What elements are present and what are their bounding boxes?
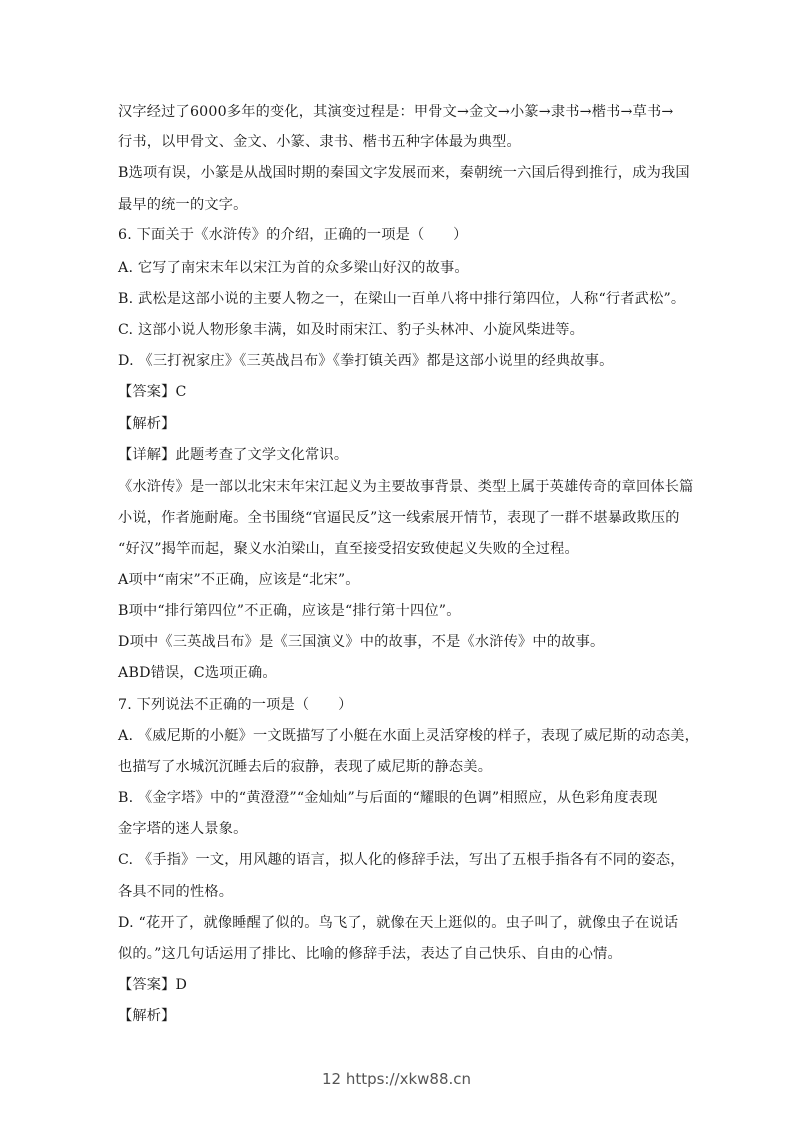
paragraph-line: 汉字经过了6000多年的变化，其演变过程是：甲骨文→金文→小篆→隶书→楷书→草书→ <box>118 104 674 120</box>
paragraph-line: 最早的统一的文字。 <box>118 197 248 213</box>
paragraph-line: 小说，作者施耐庵。全书围绕“官逼民反”这一线索展开情节，表现了一群不堪暴政欺压的 <box>118 510 680 526</box>
question-6-option-a: A. 它写了南宋末年以宋江为首的众多梁山好汉的故事。 <box>118 260 469 276</box>
paragraph-line: “好汉”揭竿而起，聚义水泊梁山，直至接受招安致使起义失败的全过程。 <box>118 541 579 557</box>
question-6-analysis-heading: 【解析】 <box>118 416 176 432</box>
question-7-option-b: B. 《金字塔》中的“黄澄澄”“金灿灿”与后面的“耀眼的色调”相照应，从色彩角度表现 <box>118 790 658 806</box>
question-6-detail: 【详解】此题考查了文学文化常识。 <box>118 447 349 463</box>
paragraph-line: 各具不同的性格。 <box>118 884 234 900</box>
question-6-answer: 【答案】C <box>118 384 187 400</box>
question-6-option-c: C. 这部小说人物形象丰满，如及时雨宋江、豹子头林冲、小旋风柴进等。 <box>118 322 584 338</box>
paragraph-line: B选项有误，小篆是从战国时期的秦国文字发展而来，秦朝统一六国后得到推行，成为我国 <box>118 165 690 181</box>
paragraph-line: 似的。”这几句话运用了排比、比喻的修辞手法，表达了自己快乐、自由的心情。 <box>118 946 622 962</box>
paragraph-line: B项中“排行第四位”不正确，应该是“排行第十四位”。 <box>118 603 461 619</box>
question-7-stem: 7. 下列说法不正确的一项是（ ） <box>118 697 353 713</box>
question-7-option-c: C. 《手指》一文，用风趣的语言，拟人化的修辞手法，写出了五根手指各有不同的姿态， <box>118 852 685 868</box>
page-footer: 12 https://xkw88.cn <box>321 1070 472 1088</box>
paragraph-line: 《水浒传》是一部以北宋末年宋江起义为主要故事背景、类型上属于英雄传奇的章回体长篇 <box>118 479 694 495</box>
question-7-option-d: D. “花开了，就像睡醒了似的。鸟飞了，就像在天上逛似的。虫子叫了，就像虫子在说话 <box>118 915 679 931</box>
question-7-option-a: A. 《威尼斯的小艇》一文既描写了小艇在水面上灵活穿梭的样子，表现了威尼斯的动态美， <box>118 728 699 744</box>
question-6-option-b: B. 武松是这部小说的主要人物之一，在梁山一百单八将中排行第四位，人称“行者武松”。 <box>118 291 686 307</box>
question-6-stem: 6. 下面关于《水浒传》的介绍，正确的一项是（ ） <box>118 227 468 243</box>
paragraph-line: D项中《三英战吕布》是《三国演义》中的故事，不是《水浒传》中的故事。 <box>118 634 605 650</box>
paragraph-line: ABD错误，C选项正确。 <box>118 665 277 681</box>
question-7-analysis-heading: 【解析】 <box>118 1008 176 1024</box>
paragraph-line: A项中“南宋”不正确，应该是“北宋”。 <box>118 572 360 588</box>
question-6-option-d: D. 《三打祝家庄》《三英战吕布》《拳打镇关西》都是这部小说里的经典故事。 <box>118 353 614 369</box>
paragraph-line: 行书，以甲骨文、金文、小篆、隶书、楷书五种字体最为典型。 <box>118 134 521 150</box>
paragraph-line: 金字塔的迷人景象。 <box>118 821 248 837</box>
paragraph-line: 也描写了水城沉沉睡去后的寂静，表现了威尼斯的静态美。 <box>118 759 493 775</box>
question-7-answer: 【答案】D <box>118 977 188 993</box>
